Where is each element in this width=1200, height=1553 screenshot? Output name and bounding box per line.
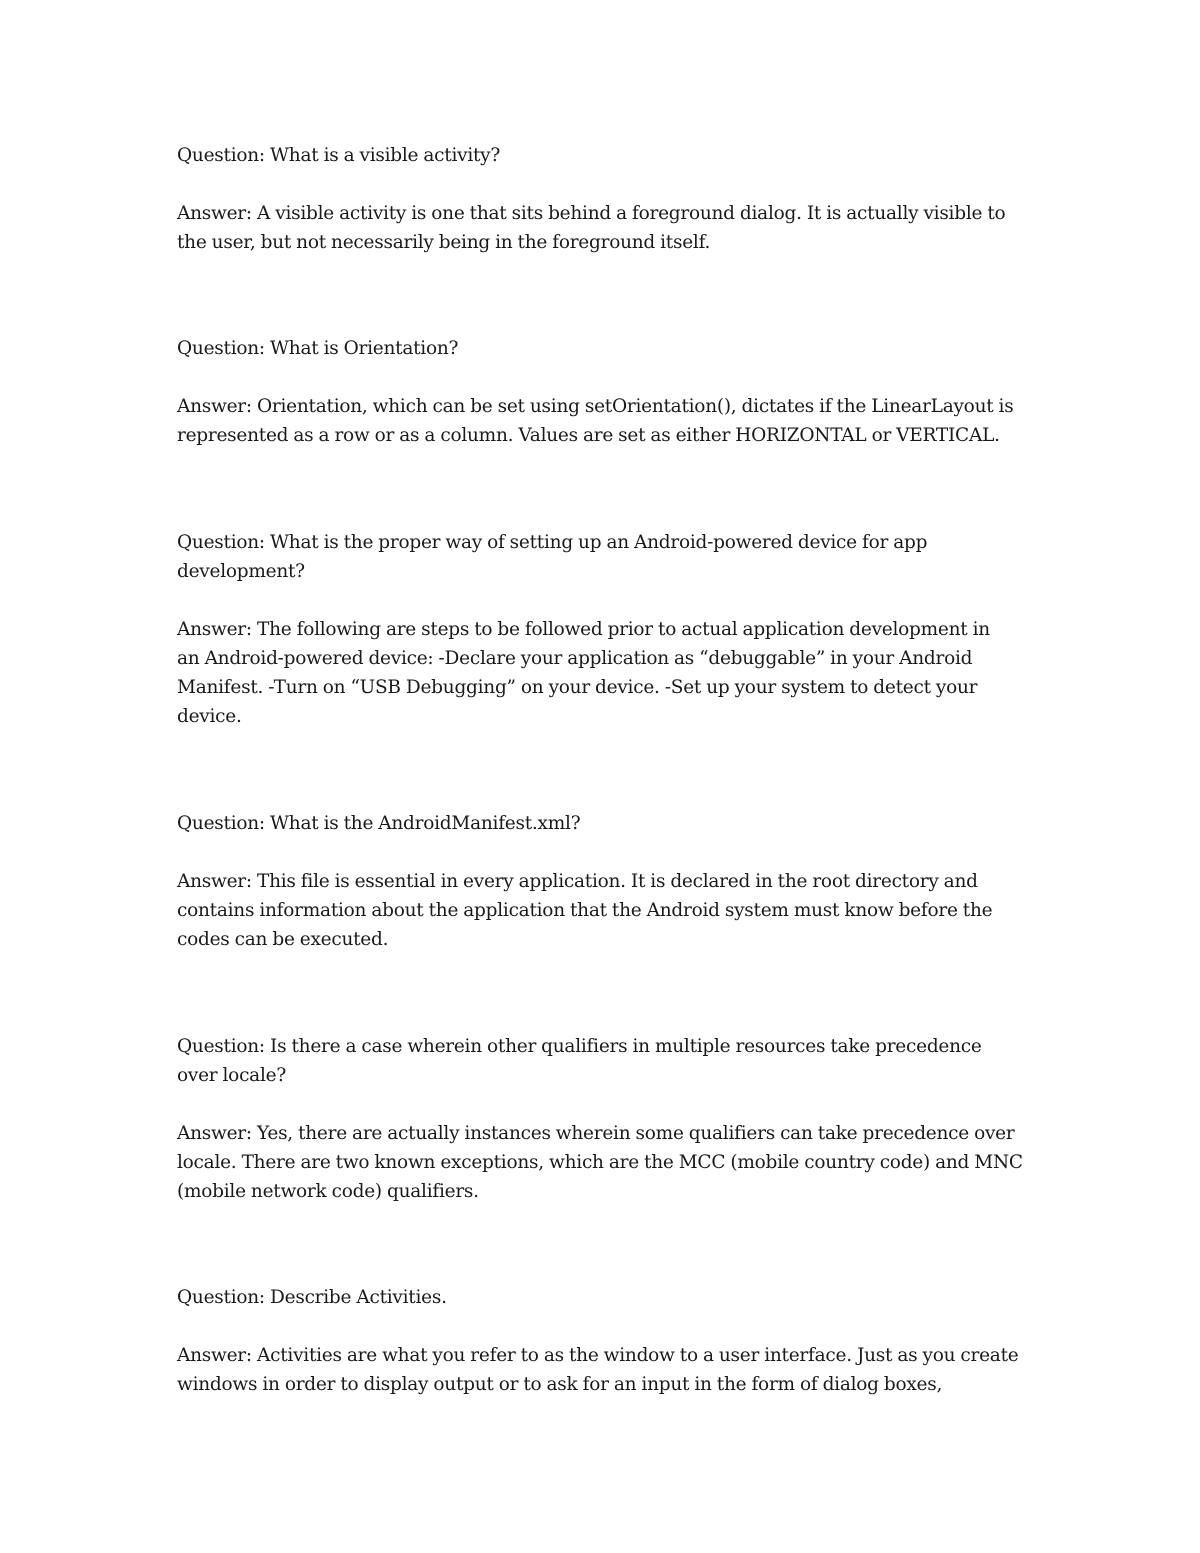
answer-orientation-line-1: Answer: Orientation, which can be set using setOrientation(), dictates if the LinearLayout is: [177, 396, 1014, 417]
question-visible-activity: Question: What is a visible activity?: [177, 145, 501, 166]
answer-qualifiers-line-2: locale. There are two known exceptions, which are the MCC (mobile country code) and MNC: [177, 1152, 1023, 1173]
answer-device-setup-line-2: an Android-powered device: -Declare your application as “debuggable” in your Android: [177, 648, 973, 669]
answer-android-manifest-line-2: contains information about the application that the Android system must know before the: [177, 900, 993, 921]
answer-android-manifest-line-3: codes can be executed.: [177, 929, 389, 950]
answer-qualifiers-line-3: (mobile network code) qualifiers.: [177, 1181, 479, 1202]
answer-device-setup-line-4: device.: [177, 706, 242, 727]
question-android-manifest: Question: What is the AndroidManifest.xml?: [177, 813, 581, 834]
answer-device-setup-line-3: Manifest. -Turn on “USB Debugging” on your device. -Set up your system to detect your: [177, 677, 978, 698]
answer-activities-line-1: Answer: Activities are what you refer to as the window to a user interface. Just as you create: [177, 1345, 1019, 1366]
question-device-setup-line-1: Question: What is the proper way of setting up an Android-powered device for app: [177, 532, 928, 553]
answer-qualifiers-line-1: Answer: Yes, there are actually instances wherein some qualifiers can take precedence over: [177, 1123, 1015, 1144]
answer-android-manifest-line-1: Answer: This file is essential in every application. It is declared in the root directory and: [177, 871, 978, 892]
answer-visible-activity-line-1: Answer: A visible activity is one that sits behind a foreground dialog. It is actually visible to: [177, 203, 1006, 224]
answer-visible-activity-line-2: the user, but not necessarily being in the foreground itself.: [177, 232, 711, 253]
answer-activities-line-2: windows in order to display output or to ask for an input in the form of dialog boxes,: [177, 1374, 943, 1395]
question-qualifiers-line-2: over locale?: [177, 1065, 286, 1086]
question-orientation: Question: What is Orientation?: [177, 338, 459, 359]
question-qualifiers-line-1: Question: Is there a case wherein other qualifiers in multiple resources take precedence: [177, 1036, 982, 1057]
question-activities: Question: Describe Activities.: [177, 1287, 447, 1308]
question-device-setup-line-2: development?: [177, 561, 305, 582]
answer-device-setup-line-1: Answer: The following are steps to be followed prior to actual application development in: [177, 619, 990, 640]
answer-orientation-line-2: represented as a row or as a column. Values are set as either HORIZONTAL or VERTICAL.: [177, 425, 1000, 446]
